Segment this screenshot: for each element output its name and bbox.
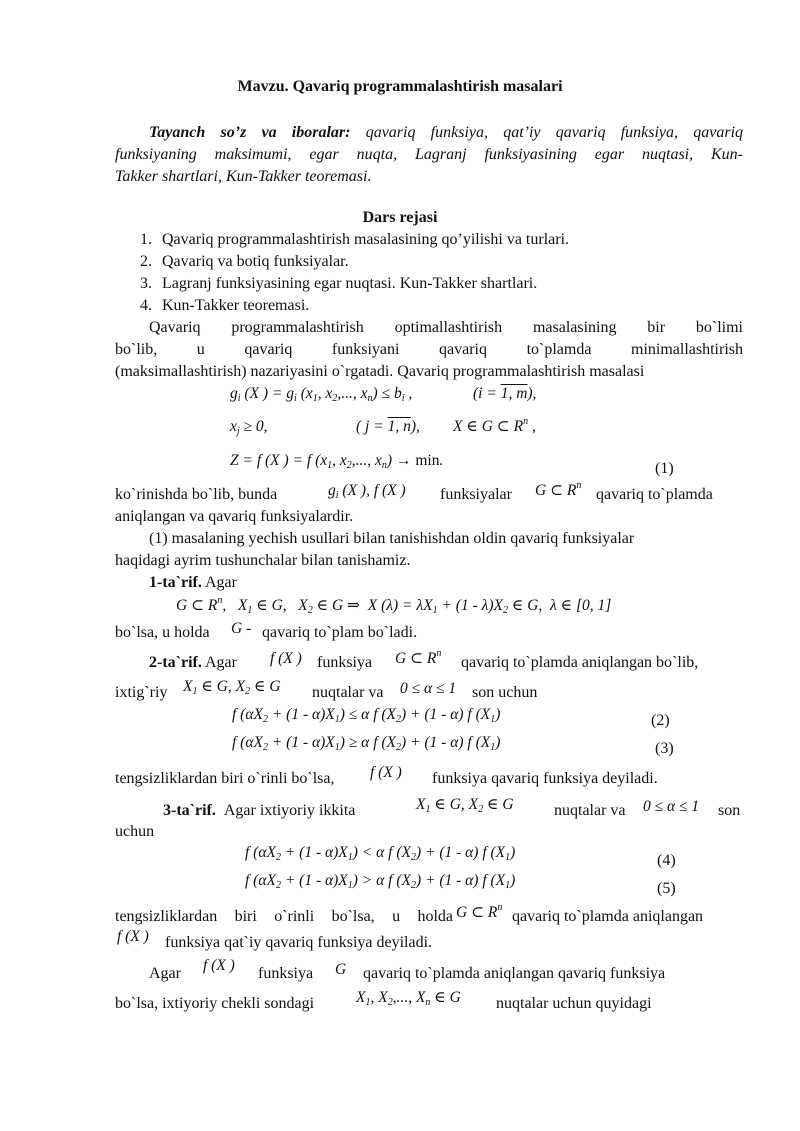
constraint-formula: $g_i$ (X ) = $g_i$ ($x_1$, $x_2$,..., $x_n) \le b_i$ ,: [230, 385, 413, 404]
plan-item: Lagranj funksiyasining egar nuqtasi. Kun-Takker shartlari.: [162, 275, 538, 292]
definition-label: 3-ta`rif.: [163, 802, 216, 819]
definition-label: 2-ta`rif.: [149, 654, 202, 671]
definition-text: son uchun: [472, 684, 538, 701]
definition-text: uchun: [115, 823, 155, 840]
definition-3-label: [163, 801, 355, 821]
definition-text: nuqtalar va: [312, 684, 384, 701]
equation-number: (4): [657, 852, 676, 869]
definition-text: nuqtalar va: [554, 802, 626, 819]
keywords-text: qavariq funksiya, qat’iy qavariq funksiya, qavariq: [365, 124, 744, 141]
intro-line-2: bo`lib, u qavariq funksiyani qavariq to`plamda minimallashtirish: [115, 341, 743, 358]
alpha-range-formula: 0 ≤ α ≤ 1: [400, 680, 457, 697]
definition-text: funksiya: [317, 654, 373, 671]
points-formula: $X_1$ ∈ G, $X_2$ ∈ G: [416, 796, 514, 815]
function-formula: f (X ): [370, 764, 402, 781]
set-symbol: G: [335, 961, 347, 978]
definition-1-text: bo`lsa, u holda: [115, 624, 210, 641]
set-formula: G ⊂ $R^n$: [456, 902, 503, 921]
set-formula: G ⊂ $R^n$: [535, 480, 582, 499]
equation-number: (2): [651, 712, 670, 729]
plan-item: Kun-Takker teoremasi.: [162, 297, 310, 314]
definition-2-label: [149, 653, 237, 673]
keywords-label: Tayanch so’z va iboralar:: [149, 124, 351, 141]
plan-item: Qavariq programmalashtirish masalasining qo’yilishi va turlari.: [162, 231, 570, 248]
inequality-formula: f $(\alpha X_2 + (1 - \alpha)X_1) \le \alpha$ f $(X_2) + (1 - \alpha)$ f $(X_1)$: [232, 706, 501, 725]
nonneg-formula: $x_j \ge 0$,: [230, 418, 268, 437]
definition-1-text: qavariq to`plam bo`ladi.: [262, 624, 418, 641]
definition-text: Agar: [204, 574, 237, 591]
intro-line-3: (maksimallashtirish) nazariyasini o`rgatadi. Qavariq programmalashtirish masalasi: [115, 363, 645, 380]
function-formula: f (X ): [270, 650, 302, 667]
plan-item-number: 1.: [140, 231, 152, 248]
last-paragraph-text: bo`lsa, ixtiyoriy chekli sondagi: [115, 995, 315, 1012]
strict-inequality-formula: f $(\alpha X_2 + (1 - \alpha)X_1) < \alpha$ f $(X_2) + (1 - \alpha)$ f $(X_1)$: [245, 844, 516, 863]
after-system-text: funksiyalar: [440, 486, 512, 503]
convex-set-formula: G ⊂ $R^n$, $X_1$ ∈ G, $X_2$ ∈ G ⇒ X $(\lambda) = \lambda X_1 + (1 - \lambda)X_2$ ∈ G, λ ∈ [0, 1]: [176, 595, 612, 616]
definition-text: ixtig`riy: [115, 684, 168, 701]
keywords-line-1: [115, 123, 743, 143]
plan-item-number: 4.: [140, 297, 152, 314]
para2-line-1: (1) masalaning yechish usullari bilan tanishishdan oldin qavariq funksiyalar: [149, 530, 635, 547]
page-title: Mavzu. Qavariq programmalashtirish masalari: [237, 78, 563, 95]
last-paragraph-text: nuqtalar uchun quyidagi: [496, 995, 652, 1012]
plan-item: Qavariq va botiq funksiyalar.: [162, 253, 349, 270]
last-paragraph-text: Agar: [149, 965, 181, 982]
definition-text: son: [718, 802, 741, 819]
set-formula: G ⊂ $R^n$: [395, 648, 442, 667]
intro-line-1: Qavariq programmalashtirish optimallashtirish masalasining bir bo`limi: [149, 319, 743, 336]
equation-number: (5): [657, 880, 676, 897]
set-symbol: G -: [231, 620, 252, 637]
definition-3-conclusion: qavariq to`plamda aniqlangan: [512, 908, 704, 925]
definition-3-conclusion: funksiya qat`iy qavariq funksiya deyiladi.: [165, 934, 433, 951]
plan-heading: Dars rejasi: [362, 209, 438, 226]
definition-2-conclusion: tengsizliklardan biri o`rinli bo`lsa,: [115, 770, 335, 787]
definition-text: qavariq to`plamda aniqlangan bo`lib,: [461, 654, 699, 671]
definition-1-intro: [149, 573, 237, 593]
points-formula: $X_1$, $X_2$,..., $X_n$ ∈ G: [356, 989, 461, 1008]
set-formula: X ∈ G ⊂ $R^n$ ,: [453, 416, 536, 435]
definition-text: Agar ixtiyoriy ikkita: [223, 802, 356, 819]
keywords-line-3: Takker shartlari, Kun-Takker teoremasi.: [115, 168, 372, 185]
para2-line-2: haqidagi ayrim tushunchalar bilan tanishamiz.: [115, 552, 411, 569]
function-formula: f (X ): [203, 957, 235, 974]
nonneg-range: ( j = 1, n),: [356, 418, 420, 435]
last-paragraph-text: funksiya: [258, 965, 314, 982]
function-formula: f (X ): [117, 928, 149, 945]
after-system-text: ko`rinishda bo`lib, bunda: [115, 486, 278, 503]
plan-item-number: 3.: [140, 275, 152, 292]
last-paragraph-text: qavariq to`plamda aniqlangan qavariq funksiya: [363, 965, 666, 982]
definition-text: Agar: [204, 654, 237, 671]
points-formula: $X_1$ ∈ G, $X_2$ ∈ G: [183, 678, 281, 697]
equation-number: (1): [655, 460, 674, 477]
objective-formula: Z = f (X ) = f ($x_1$, $x_2$,..., $x_n) \to \min$.: [230, 452, 444, 471]
after-system-text: qavariq to`plamda: [596, 486, 713, 503]
functions-formula: $g_i$ (X ), f (X ): [328, 482, 406, 501]
after-system-line-2: aniqlangan va qavariq funksiyalardir.: [115, 508, 354, 525]
inequality-formula: f $(\alpha X_2 + (1 - \alpha)X_1) \ge \alpha$ f $(X_2) + (1 - \alpha)$ f $(X_1)$: [232, 734, 501, 753]
strict-inequality-formula: f $(\alpha X_2 + (1 - \alpha)X_1) > \alpha$ f $(X_2) + (1 - \alpha)$ f $(X_1)$: [245, 872, 516, 891]
definition-label: 1-ta`rif.: [149, 574, 202, 591]
alpha-range-formula: 0 ≤ α ≤ 1: [643, 798, 700, 815]
keywords-line-2: funksiyaning maksimumi, egar nuqta, Lagranj funksiyasining egar nuqtasi, Kun-: [115, 146, 743, 163]
equation-number: (3): [655, 740, 674, 757]
plan-item-number: 2.: [140, 253, 152, 270]
definition-3-conclusion: tengsizliklardan biri o`rinli bo`lsa, u holda: [115, 908, 453, 925]
definition-2-conclusion: funksiya qavariq funksiya deyiladi.: [432, 770, 658, 787]
constraint-range: (i = 1, m),: [473, 385, 537, 402]
